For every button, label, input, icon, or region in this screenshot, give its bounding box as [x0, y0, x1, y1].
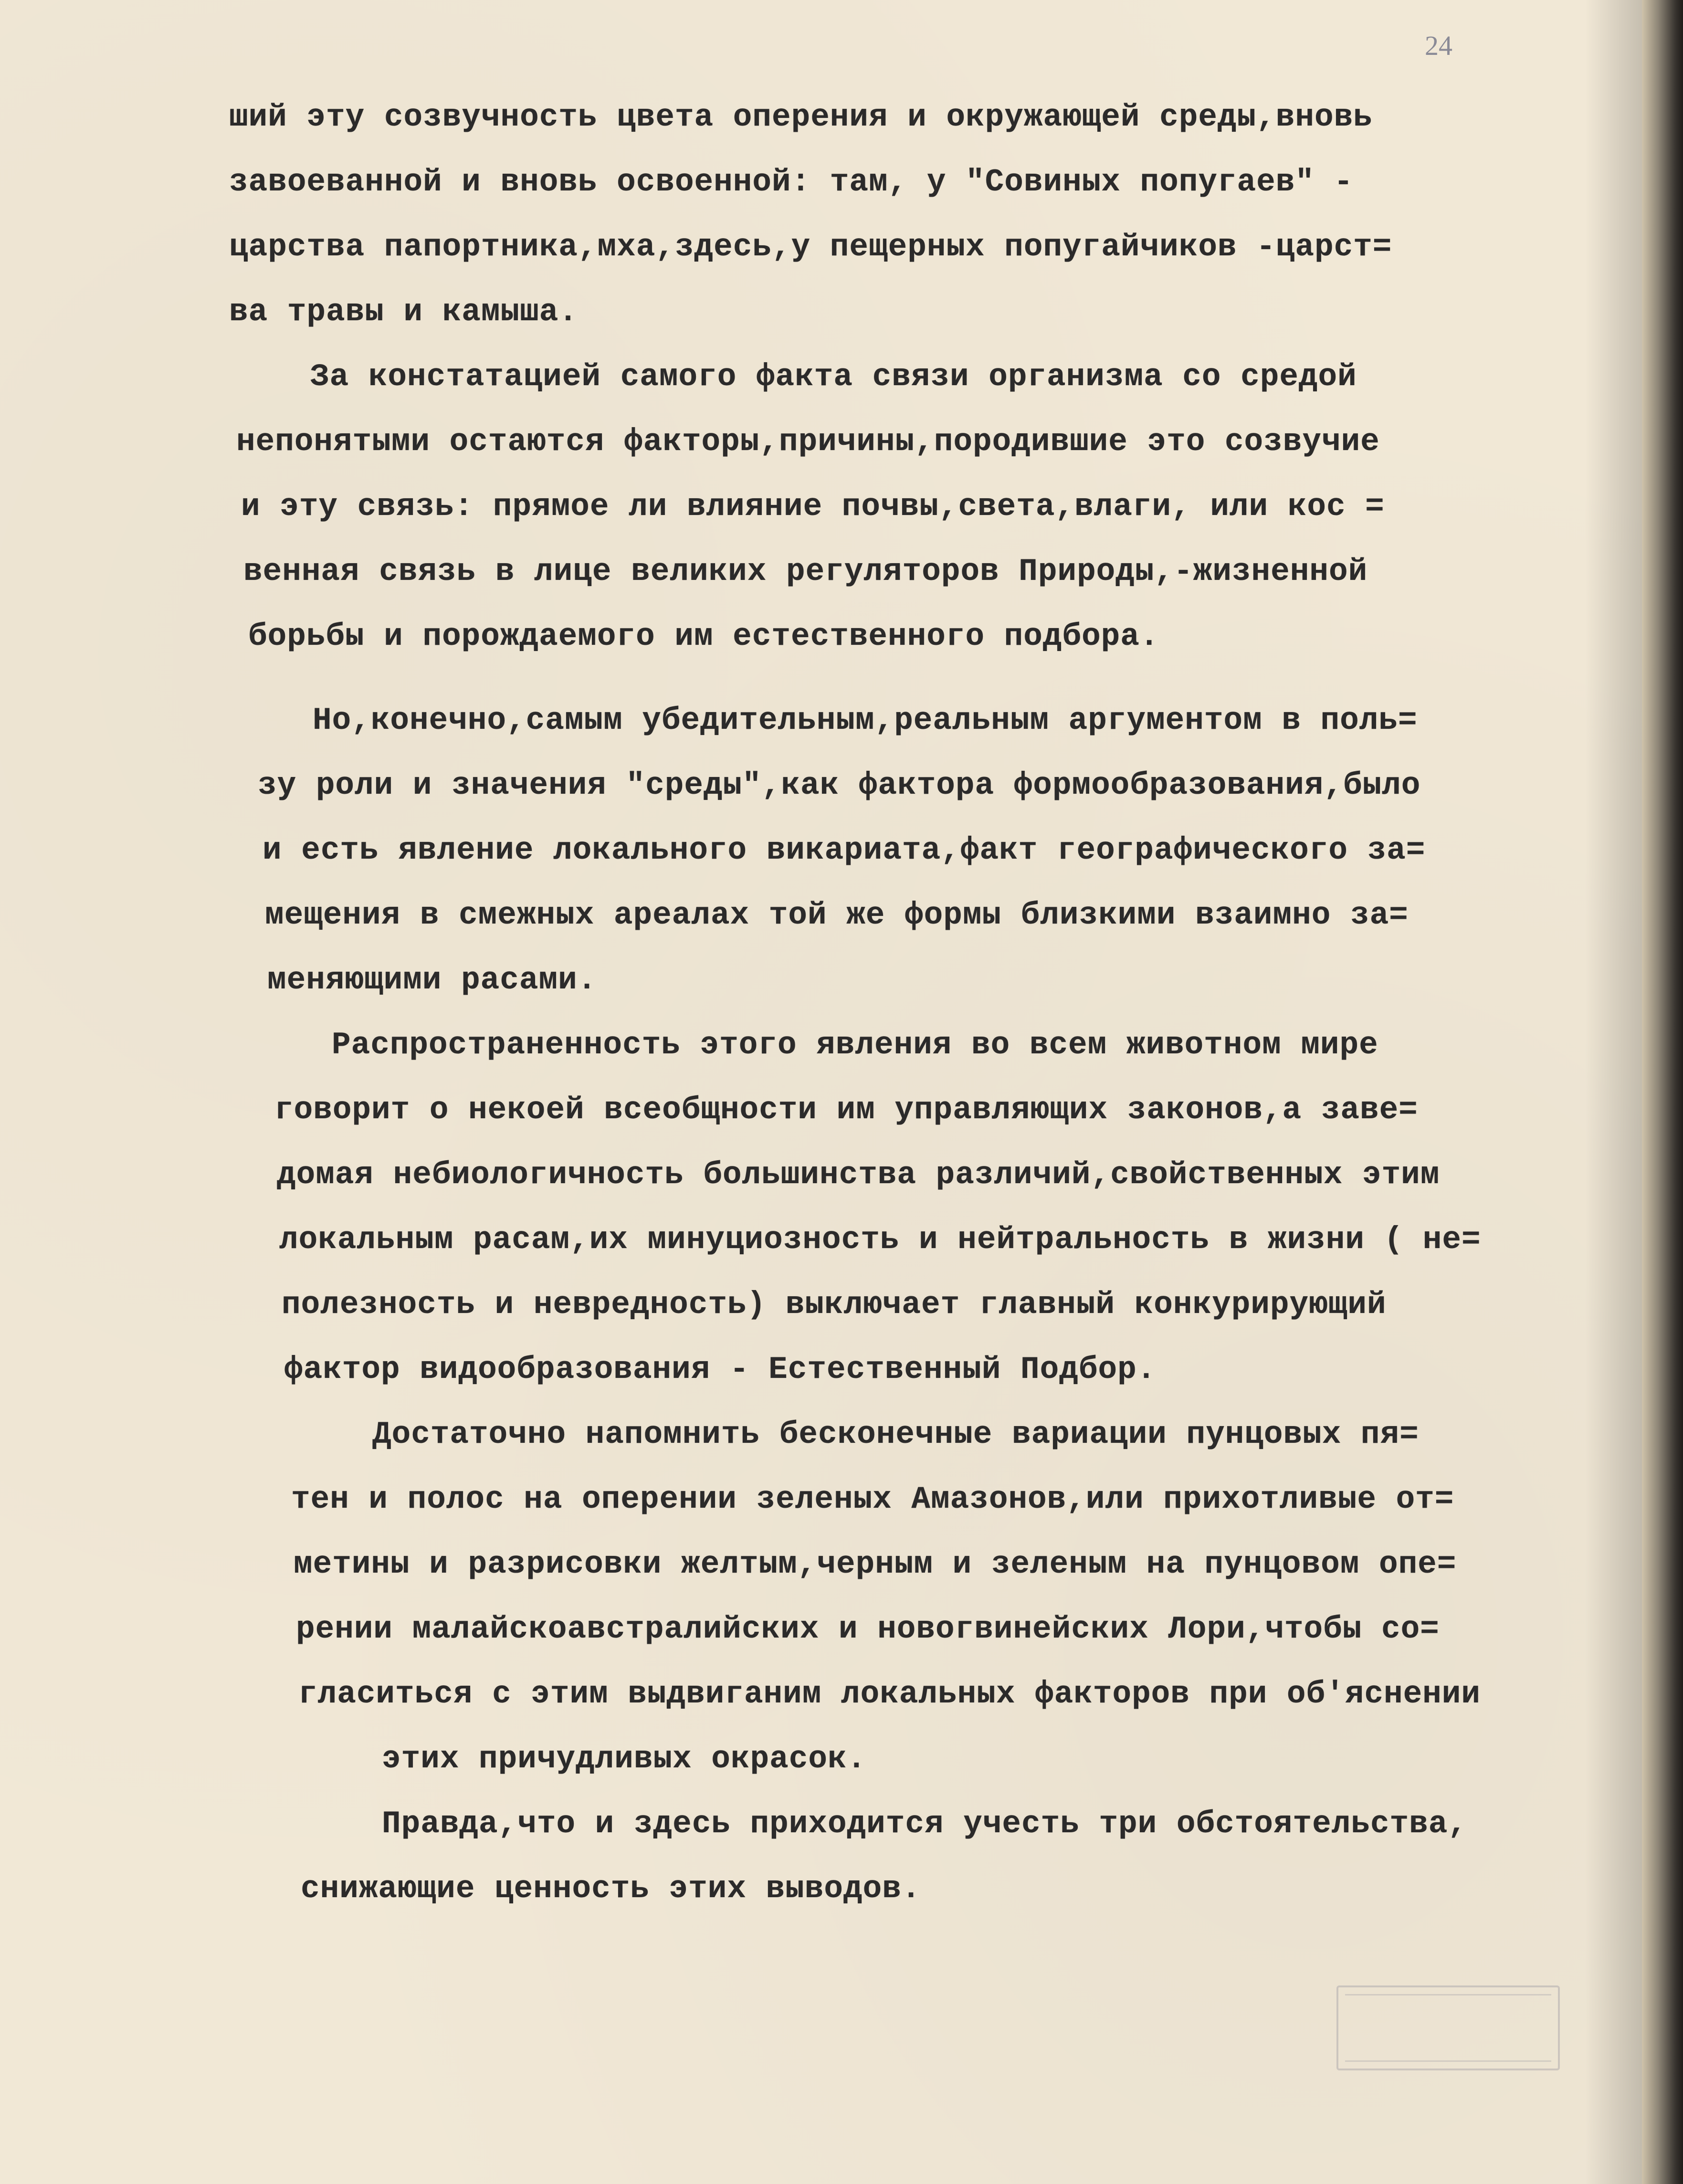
paragraph-3: [229, 688, 1613, 1013]
text-line: венная связь в лице великих регуляторов Природы,-жизненной: [243, 554, 1368, 589]
text-line: говорит о некоей всеобщности им управляющих законов,а заве=: [274, 1092, 1418, 1128]
text-line: и есть явление локального викариата,факт географического за=: [263, 832, 1426, 868]
text-line: гласиться с этим выдвиганим локальных факторов при об'яснении: [298, 1676, 1481, 1712]
text-line: Но,конечно,самым убедительным,реальным аргументом в поль=: [313, 703, 1418, 738]
text-line: рении малайскоавстралийских и новогвинейских Лори,чтобы со=: [296, 1611, 1440, 1647]
text-line: меняющими расами.: [267, 962, 597, 998]
paragraph-1: [229, 85, 1613, 345]
page-number: 24: [1425, 30, 1452, 61]
text-line: полезность и невредность) выключает главный конкурирующий: [282, 1287, 1387, 1323]
text-line: мещения в смежных ареалах той же формы близкими взаимно за=: [265, 897, 1409, 933]
text-line: фактор видообразования - Естественный Подбор.: [284, 1352, 1157, 1387]
binding-edge: [1642, 0, 1683, 2184]
text-line: домая небиологичность большинства различий,свойственных этим: [277, 1157, 1440, 1193]
paragraph-2: [229, 345, 1613, 669]
text-line: За констатацией самого факта связи организма со средой: [310, 359, 1357, 395]
text-line: завоеванной и вновь освоенной: там, у "Совиных попугаев" -: [229, 164, 1354, 200]
text-line: непонятыми остаются факторы,причины,породившие это созвучие: [236, 424, 1380, 460]
text-line: тен и полос на оперении зеленых Амазонов,или прихотливые от=: [291, 1481, 1454, 1517]
text-line: снижающие ценность этих выводов.: [301, 1871, 921, 1907]
text-line: и эту связь: прямое ли влияние почвы,света,влаги, или кос =: [241, 489, 1385, 525]
text-line: локальным расам,их минуциозность и нейтральность в жизни ( не=: [279, 1222, 1481, 1258]
text-line: метины и разрисовки желтым,черным и зеленым на пунцовом опе=: [294, 1546, 1457, 1582]
text-line: Достаточно напомнить бесконечные вариации пунцовых пя=: [372, 1417, 1419, 1452]
text-line: этих причудливых окрасок.: [382, 1741, 867, 1777]
text-line: ший эту созвучность цвета оперения и окружающей среды,вновь: [229, 99, 1373, 135]
text-line: Распространенность этого явления во всем животном мире: [332, 1027, 1378, 1063]
paragraph-6: [229, 1792, 1613, 1922]
text-line: царства папортника,мха,здесь,у пещерных попугайчиков -царст=: [229, 229, 1392, 265]
archive-stamp: [1336, 1985, 1560, 2070]
paragraph-4: [229, 1013, 1613, 1402]
typewritten-text: [229, 85, 1613, 1922]
text-line: зу роли и значения "среды",как фактора формообразования,было: [258, 767, 1421, 803]
text-line: борьбы и порождаемого им естественного подбора.: [248, 619, 1159, 654]
text-line: ва травы и камыша.: [229, 294, 578, 330]
text-line: Правда,что и здесь приходится учесть три обстоятельства,: [382, 1806, 1467, 1842]
paragraph-5: [229, 1402, 1613, 1792]
